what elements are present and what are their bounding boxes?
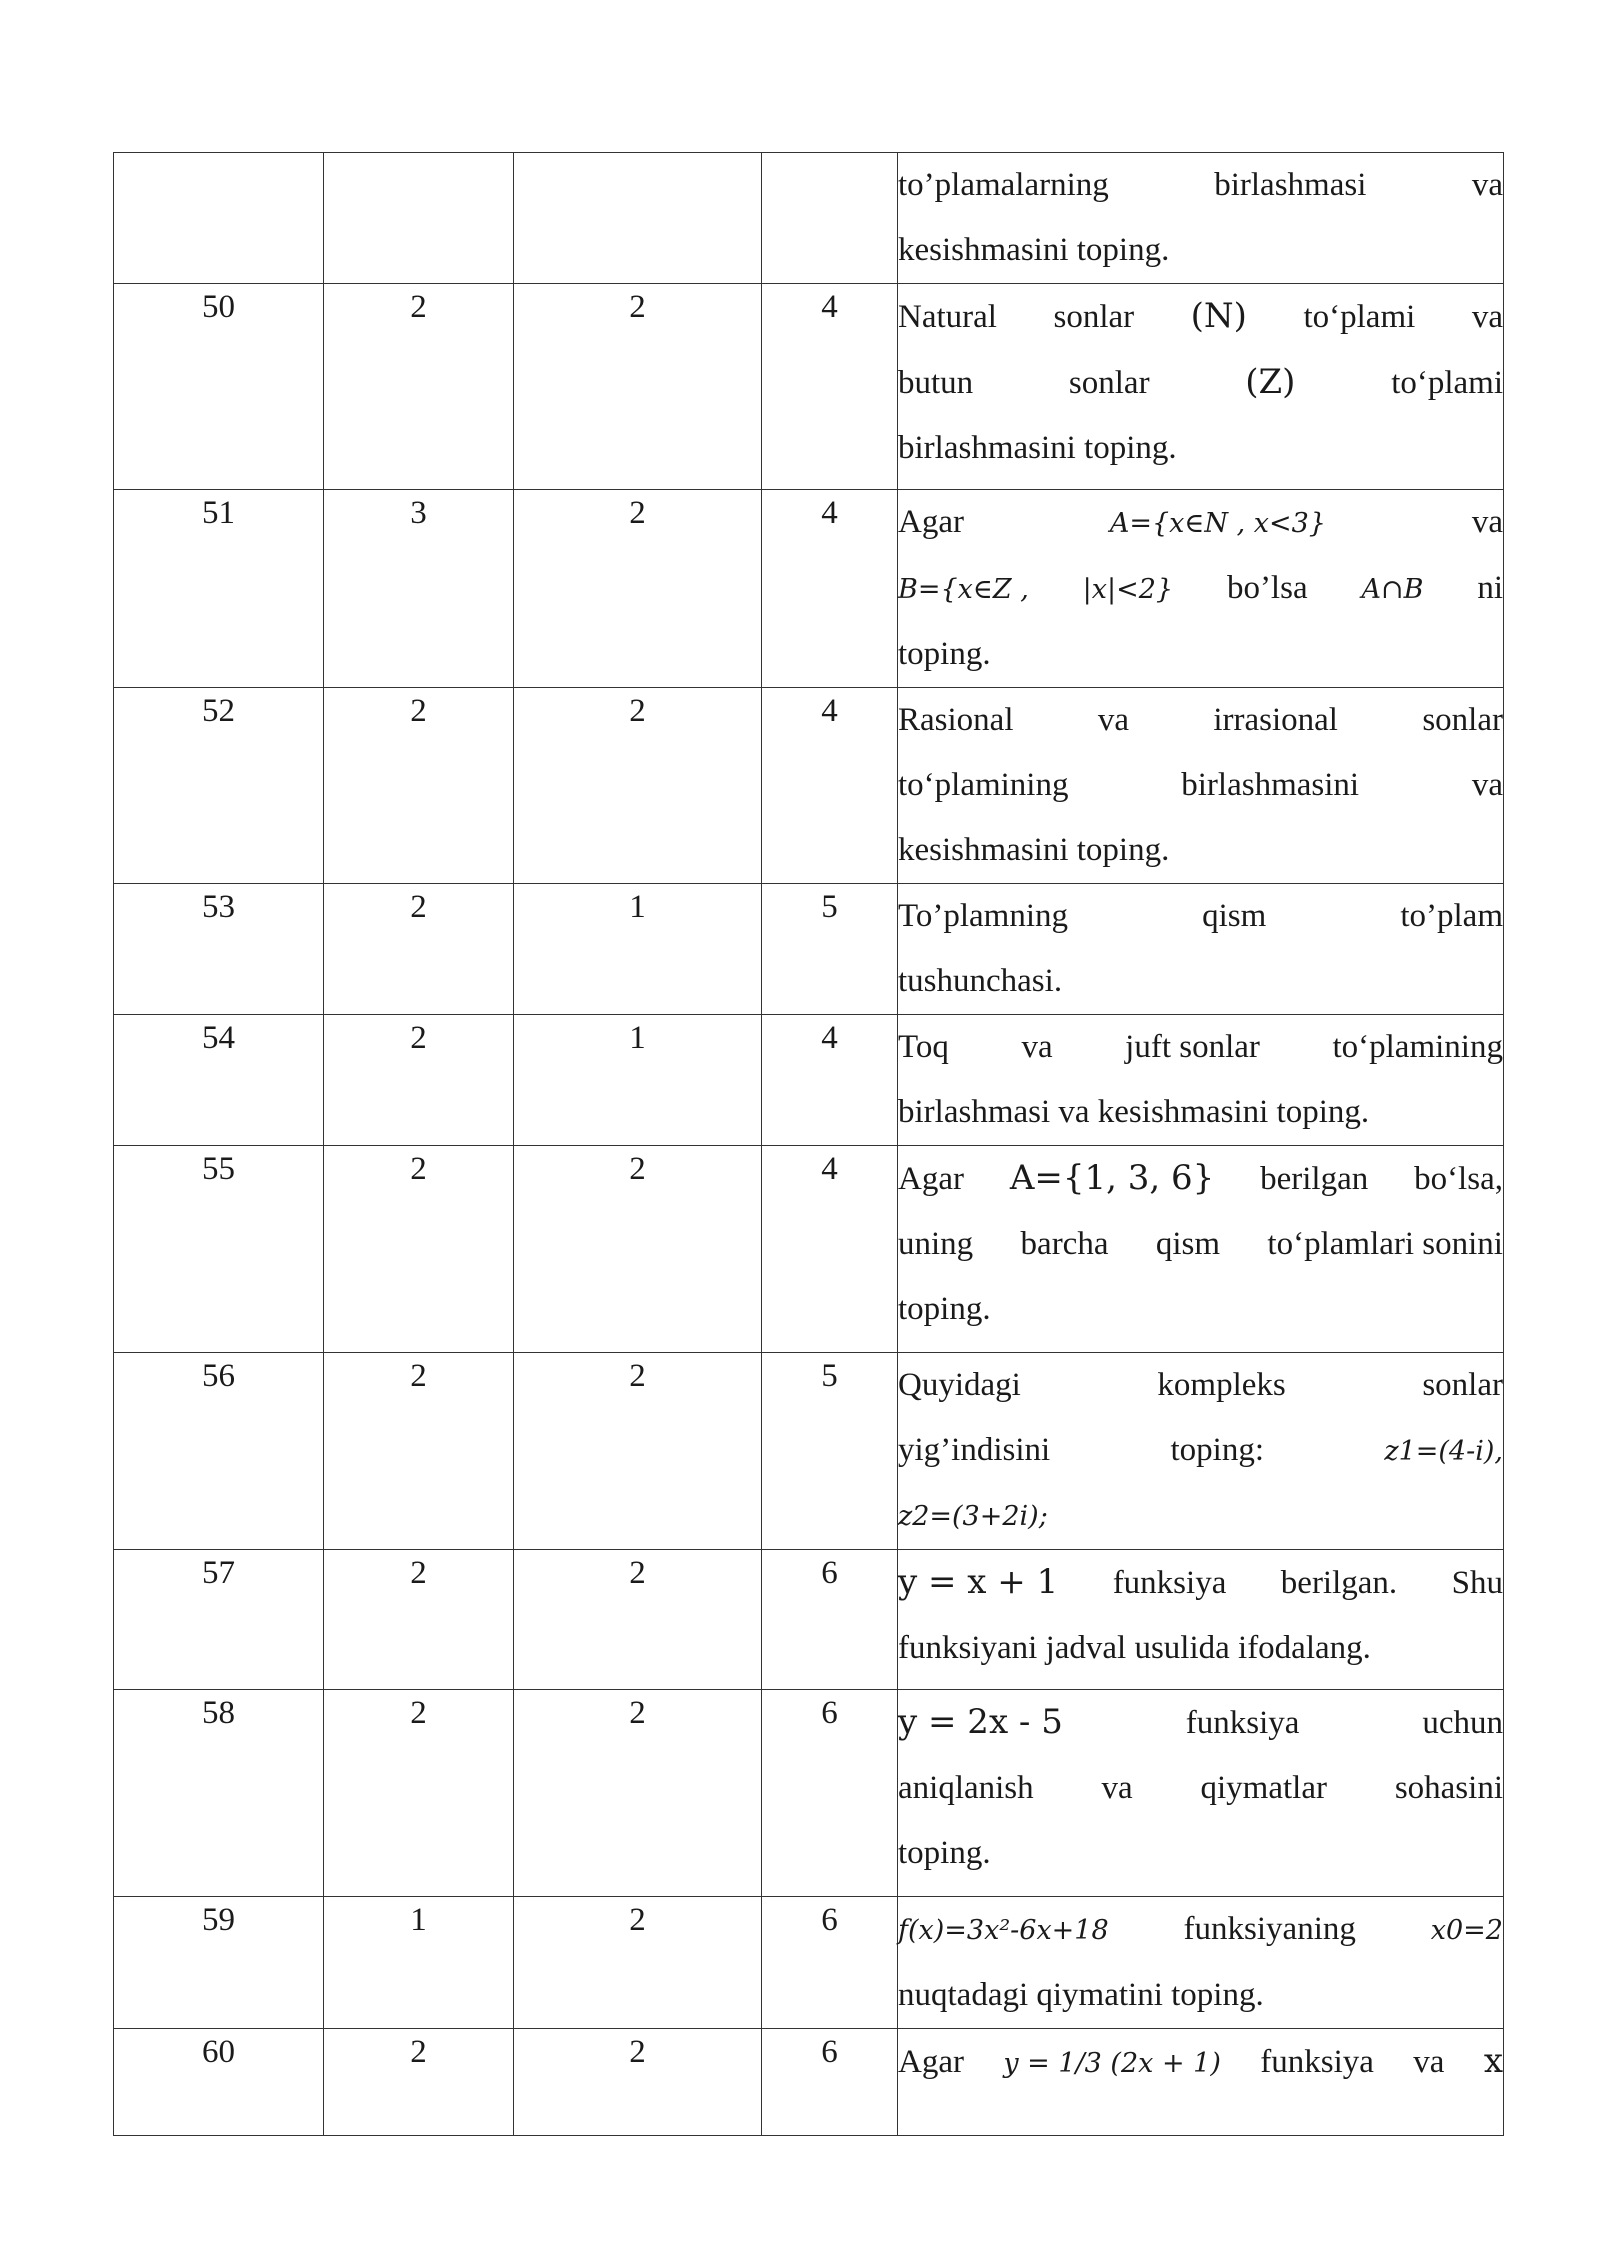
text-word: va: [1413, 2044, 1445, 2080]
table-row: [114, 490, 1504, 688]
text-word: funksiyaning: [1183, 1911, 1356, 1947]
formula: y = x + 1: [898, 1562, 1059, 1602]
task-text-line: [898, 1277, 1503, 1342]
col2-cell: 2: [324, 1550, 514, 1690]
formula: z2=(3+2i);: [898, 1501, 1048, 1532]
task-text-line: [898, 1080, 1503, 1145]
col2-cell: 2: [324, 1353, 514, 1550]
text-word: va: [1471, 167, 1503, 203]
task-text-line: [898, 556, 1503, 622]
text-word: sonlar: [1422, 702, 1503, 738]
text-word: Agar: [898, 1161, 964, 1197]
col4-cell: [762, 153, 898, 284]
formula: f(x)=3x²-6x+18: [898, 1915, 1109, 1946]
task-text-line: [898, 1897, 1503, 1963]
task-number-cell: [114, 153, 324, 284]
formula: |x|<2}: [1082, 574, 1174, 605]
col2-cell: [324, 153, 514, 284]
table-row: [114, 1897, 1504, 2029]
task-number-cell: 53: [114, 884, 324, 1015]
task-text-line: [898, 688, 1503, 753]
text-word: sonlar: [1068, 365, 1150, 401]
task-text-cell: [898, 2029, 1504, 2136]
col4-cell: 5: [762, 884, 898, 1015]
col2-cell: 2: [324, 2029, 514, 2136]
task-text-cell: [898, 284, 1504, 490]
text-word: funksiyani jadval usulida ifodalang.: [898, 1630, 1371, 1666]
text-word: Quyidagi: [898, 1367, 1021, 1403]
text-word: bo’lsa: [1226, 570, 1308, 606]
col2-cell: 2: [324, 884, 514, 1015]
text-word: va: [1021, 1029, 1053, 1065]
text-word: toping:: [1170, 1432, 1265, 1468]
table-row: [114, 1550, 1504, 1690]
col4-cell: 4: [762, 284, 898, 490]
text-word: va: [1101, 1770, 1133, 1806]
task-text-line: [898, 1418, 1503, 1484]
col4-cell: 4: [762, 688, 898, 884]
text-word: to‘plamining: [1332, 1029, 1503, 1065]
text-word: barcha: [1020, 1226, 1109, 1262]
col4-cell: 5: [762, 1353, 898, 1550]
text-word: kesishmasini toping.: [898, 232, 1170, 268]
text-word: birlashmasini toping.: [898, 430, 1177, 466]
task-text-line: [898, 1756, 1503, 1821]
text-word: To’plamning: [898, 898, 1068, 934]
task-text-cell: [898, 153, 1504, 284]
task-text-cell: [898, 1015, 1504, 1146]
text-word: va: [1471, 504, 1503, 540]
text-word: funksiya: [1185, 1705, 1300, 1741]
task-number-cell: 57: [114, 1550, 324, 1690]
col2-cell: 2: [324, 1146, 514, 1353]
col3-cell: 2: [514, 2029, 762, 2136]
formula: y = 2x - 5: [898, 1702, 1063, 1742]
col3-cell: 2: [514, 490, 762, 688]
text-word: tushunchasi.: [898, 963, 1063, 999]
text-word: funksiya: [1260, 2044, 1374, 2080]
task-text-cell: [898, 884, 1504, 1015]
formula: x0=2: [1430, 1915, 1503, 1946]
text-word: funksiya: [1112, 1565, 1227, 1601]
task-number-cell: 54: [114, 1015, 324, 1146]
col3-cell: 2: [514, 1690, 762, 1897]
formula: (N): [1190, 296, 1247, 336]
task-number-cell: 55: [114, 1146, 324, 1353]
text-word: birlashmasi va kesishmasini toping.: [898, 1094, 1370, 1130]
task-text-line: [898, 753, 1503, 818]
text-word: nuqtadagi qiymatini toping.: [898, 1977, 1264, 2013]
task-text-line: [898, 1963, 1503, 2028]
task-number-cell: 50: [114, 284, 324, 490]
task-text-line: [898, 218, 1503, 283]
col3-cell: 2: [514, 284, 762, 490]
task-number-cell: 56: [114, 1353, 324, 1550]
col3-cell: 2: [514, 688, 762, 884]
text-word: qiymatlar: [1200, 1770, 1327, 1806]
col2-cell: 1: [324, 1897, 514, 2029]
table-row: [114, 2029, 1504, 2136]
text-word: kompleks: [1157, 1367, 1286, 1403]
task-text-cell: [898, 1897, 1504, 2029]
table-row: [114, 284, 1504, 490]
col3-cell: 2: [514, 1550, 762, 1690]
task-number-cell: 60: [114, 2029, 324, 2136]
task-text-line: [898, 1484, 1503, 1549]
formula: y = 1/3 (2x + 1): [1003, 2048, 1221, 2079]
text-word: berilgan.: [1280, 1565, 1398, 1601]
task-text-cell: [898, 1550, 1504, 1690]
text-word: butun: [898, 365, 974, 401]
task-text-line: [898, 1353, 1503, 1418]
task-text-line: [898, 1821, 1503, 1886]
col4-cell: 6: [762, 1550, 898, 1690]
formula: A={1, 3, 6}: [1009, 1158, 1215, 1198]
task-text-line: [898, 1690, 1503, 1756]
text-word: kesishmasini toping.: [898, 832, 1170, 868]
col2-cell: 2: [324, 1015, 514, 1146]
text-word: Agar: [898, 504, 964, 540]
text-word: sonlar: [1053, 299, 1135, 335]
text-word: birlashmasi: [1214, 167, 1367, 203]
col4-cell: 6: [762, 2029, 898, 2136]
text-word: va: [1471, 767, 1503, 803]
formula: z1=(4-i),: [1384, 1436, 1503, 1467]
text-word: aniqlanish: [898, 1770, 1034, 1806]
task-text-cell: [898, 1690, 1504, 1897]
table-row: [114, 1353, 1504, 1550]
table-row: [114, 688, 1504, 884]
task-text-line: [898, 884, 1503, 949]
table-row: [114, 1146, 1504, 1353]
table-row: [114, 153, 1504, 284]
col2-cell: 2: [324, 284, 514, 490]
text-word: toping.: [898, 636, 991, 672]
task-text-line: [898, 416, 1503, 481]
task-text-line: [898, 153, 1503, 218]
task-text-cell: [898, 1146, 1504, 1353]
tasks-table: [113, 152, 1504, 2136]
text-word: Shu: [1451, 1565, 1503, 1601]
col4-cell: 4: [762, 490, 898, 688]
task-text-line: [898, 1212, 1503, 1277]
formula: (Z): [1245, 362, 1296, 402]
task-text-line: [898, 2029, 1503, 2096]
text-word: uchun: [1422, 1705, 1503, 1741]
task-text-line: [898, 350, 1503, 416]
formula: A={x∈N , x<3}: [1109, 508, 1326, 539]
col2-cell: 3: [324, 490, 514, 688]
col2-cell: 2: [324, 1690, 514, 1897]
task-text-line: [898, 1616, 1503, 1681]
text-word: sonlar: [1422, 1367, 1503, 1403]
text-word: uning: [898, 1226, 974, 1262]
text-word: bo‘lsa,: [1414, 1161, 1503, 1197]
task-text-line: [898, 949, 1503, 1014]
task-text-line: [898, 1146, 1503, 1212]
text-word: birlashmasini: [1181, 767, 1360, 803]
text-word: qism: [1155, 1226, 1221, 1262]
task-number-cell: 52: [114, 688, 324, 884]
formula: B={x∈Z ,: [898, 574, 1029, 605]
text-word: to‘plamining: [898, 767, 1069, 803]
text-word: yig’indisini: [898, 1432, 1051, 1468]
formula: A∩B: [1361, 574, 1424, 605]
task-text-line: [898, 284, 1503, 350]
text-word: Toq: [898, 1029, 949, 1065]
task-text-line: [898, 1015, 1503, 1080]
col3-cell: 2: [514, 1897, 762, 2029]
task-text-line: [898, 490, 1503, 556]
col2-cell: 2: [324, 688, 514, 884]
table-row: [114, 884, 1504, 1015]
text-word: qism: [1202, 898, 1267, 934]
text-word: irrasional: [1213, 702, 1338, 738]
col4-cell: 6: [762, 1690, 898, 1897]
table-row: [114, 1690, 1504, 1897]
col3-cell: [514, 153, 762, 284]
task-text-line: [898, 1550, 1503, 1616]
col3-cell: 1: [514, 884, 762, 1015]
col4-cell: 4: [762, 1146, 898, 1353]
task-text-line: [898, 622, 1503, 687]
col3-cell: 2: [514, 1353, 762, 1550]
text-word: va: [1097, 702, 1129, 738]
text-word: to‘plami: [1391, 365, 1503, 401]
tasks-table-body: [114, 153, 1504, 2136]
task-number-cell: 51: [114, 490, 324, 688]
text-word: va: [1471, 299, 1503, 335]
formula: x: [1483, 2041, 1503, 2081]
text-word: to‘plamlari sonini: [1267, 1226, 1503, 1262]
text-word: Agar: [898, 2044, 964, 2080]
text-word: to‘plami: [1303, 299, 1416, 335]
text-word: sohasini: [1394, 1770, 1503, 1806]
text-word: ni: [1477, 570, 1503, 606]
task-number-cell: 59: [114, 1897, 324, 2029]
col3-cell: 2: [514, 1146, 762, 1353]
text-word: juft sonlar: [1125, 1029, 1260, 1065]
col4-cell: 4: [762, 1015, 898, 1146]
task-text-cell: [898, 1353, 1504, 1550]
text-word: berilgan: [1260, 1161, 1369, 1197]
table-row: [114, 1015, 1504, 1146]
text-word: to’plamalarning: [898, 167, 1109, 203]
text-word: toping.: [898, 1291, 991, 1327]
task-text-line: [898, 818, 1503, 883]
text-word: to’plam: [1400, 898, 1503, 934]
text-word: toping.: [898, 1835, 991, 1871]
text-word: Natural: [898, 299, 997, 335]
text-word: Rasional: [898, 702, 1014, 738]
task-text-cell: [898, 688, 1504, 884]
col3-cell: 1: [514, 1015, 762, 1146]
col4-cell: 6: [762, 1897, 898, 2029]
task-number-cell: 58: [114, 1690, 324, 1897]
task-text-cell: [898, 490, 1504, 688]
